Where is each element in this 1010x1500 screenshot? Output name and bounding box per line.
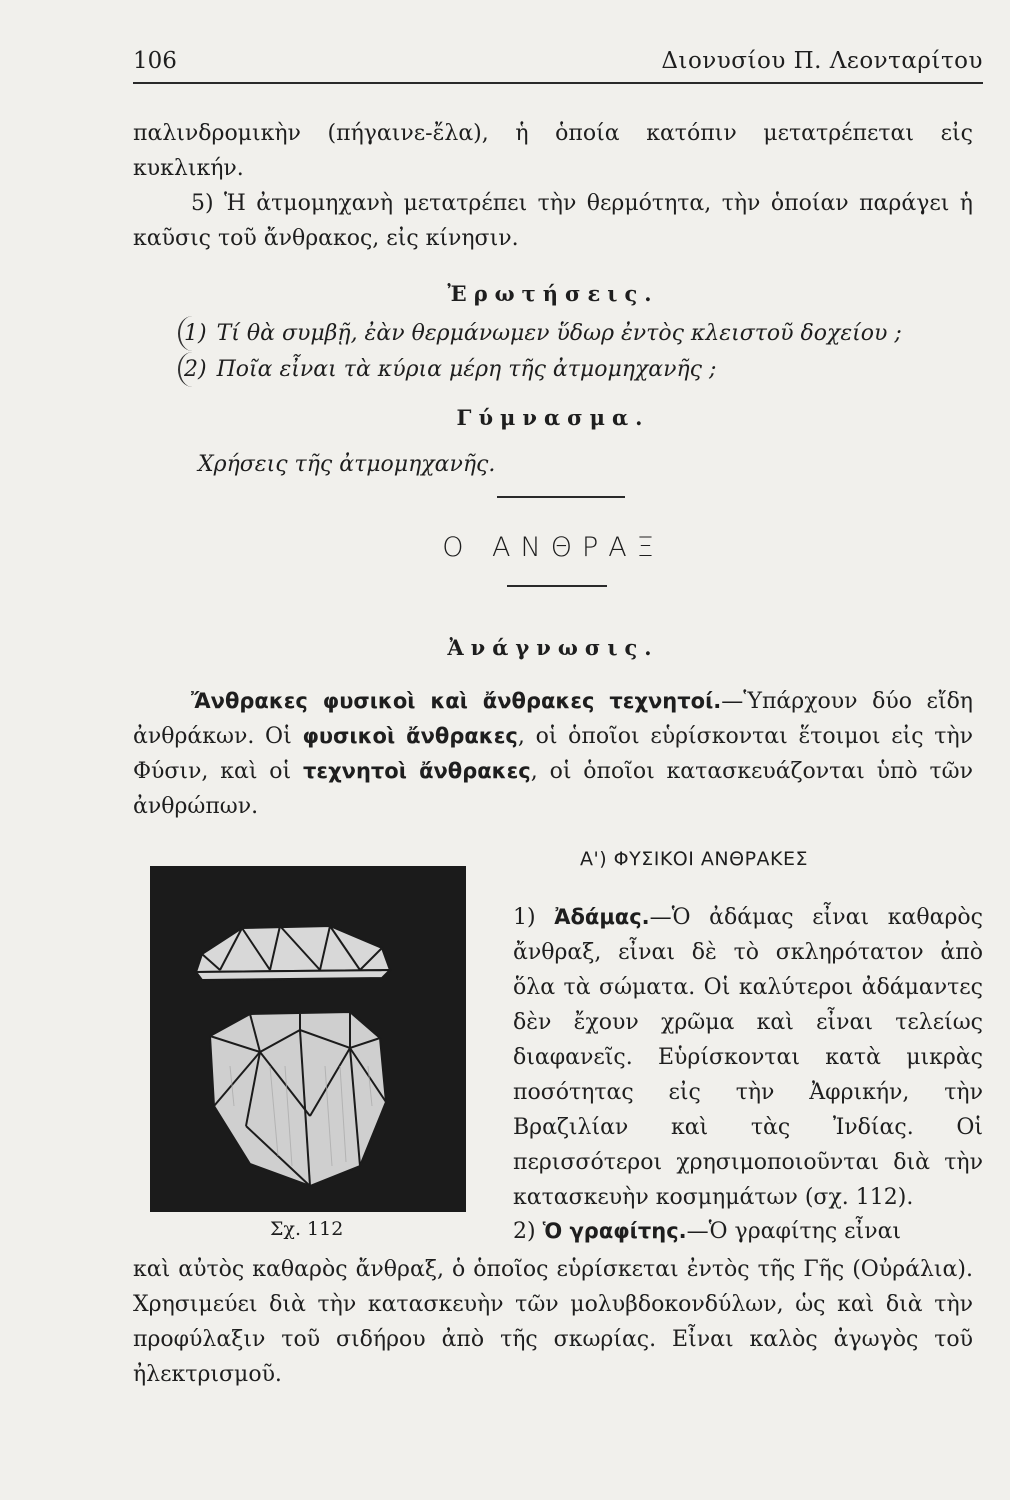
running-title: Διονυσίου Π. Λεονταρίτου bbox=[661, 48, 983, 74]
graphite-number: 2) bbox=[513, 1219, 543, 1244]
exercise-text: Χρήσεις τῆς ἀτμομηχανῆς. bbox=[198, 452, 496, 477]
intro-paragraph bbox=[133, 684, 973, 824]
intro-lead: Ἄνθρακες φυσικοὶ καὶ ἄνθρακες τεχνητοί. bbox=[191, 689, 722, 713]
intro-bold-1: φυσικοὶ ἄνθρακες bbox=[302, 724, 518, 748]
graphite-text-1: —Ὁ γραφίτης εἶναι bbox=[686, 1219, 902, 1244]
question-2 bbox=[178, 352, 978, 387]
reading-heading: Ἀνάγνωσις. bbox=[447, 635, 659, 660]
diamond-number: 1) bbox=[513, 905, 555, 930]
intro-text-3: , οἱ ὁποῖοι κατασκευάζονται ὑπὸ τῶν ἀνθρώπων. bbox=[133, 759, 973, 819]
question-1-text: Τί θὰ συμβῇ, ἐὰν θερμάνωμεν ὕδωρ ἐντὸς κλειστοῦ δοχείου ; bbox=[216, 321, 902, 346]
chapter-title: Ο ΑΝΘΡΑΞ bbox=[442, 532, 664, 563]
questions-heading: Ἐρωτήσεις. bbox=[447, 281, 659, 306]
intro-text-2: , οἱ ὁποῖοι εὑρίσκονται ἕτοιμοι εἰς τὴν Φύσιν, καὶ οἱ bbox=[133, 724, 973, 784]
title-underline bbox=[507, 585, 607, 587]
paragraph-1: παλινδρομικὴν (πήγαινε-ἔλα), ἡ ὁποία κατόπιν μετατρέπεται εἰς κυκλικήν. bbox=[133, 121, 973, 181]
diamond-figure bbox=[150, 866, 466, 1212]
page-number: 106 bbox=[133, 48, 177, 74]
question-1 bbox=[178, 316, 978, 351]
exercise-heading: Γύμνασμα. bbox=[456, 405, 650, 430]
section-a-heading: Α') ΦΥΣΙΚΟΙ ΑΝΘΡΑΚΕΣ bbox=[580, 848, 808, 870]
diamond-title: Ἀδάμας. bbox=[554, 905, 650, 929]
intro-bold-2: τεχνητοὶ ἄνθρακες bbox=[303, 759, 531, 783]
figure-caption: Σχ. 112 bbox=[270, 1218, 344, 1240]
graphite-paragraph: καὶ αὐτὸς καθαρὸς ἄνθραξ, ὁ ὁποῖος εὑρίσκεται ἐντὸς τῆς Γῆς (Οὐράλια). Χρησιμεύει διὰ τὴν κατασκευὴν τῶν μολυβδοκονδύλων, ὡς καὶ διὰ τὴν προφύλαξιν τοῦ σιδήρου ἀπὸ τῆς σκωρίας. Εἶναι καλὸς ἀγωγὸς τοῦ ἠλεκτρισμοῦ. bbox=[133, 1257, 973, 1387]
divider-rule bbox=[497, 496, 625, 498]
question-2-text: Ποῖα εἶναι τὰ κύρια μέρη τῆς ἀτμομηχανῆς ; bbox=[216, 357, 717, 382]
question-2-number: 2) bbox=[178, 352, 207, 387]
diamond-text: —Ὁ ἀδάμας εἶναι καθαρὸς ἄνθραξ, εἶναι δὲ τὸ σκληρότατον ἀπὸ ὅλα τὰ σώματα. Οἱ καλύτεροι ἀδάμαντες δὲν ἔχουν χρῶμα καὶ εἶναι τελείως διαφανεῖς. Εὑρίσκονται κατὰ μικρὰς ποσότητας εἰς τὴν Ἀφρικήν, τὴν Βραζιλίαν καὶ τὰς Ἰνδίας. Οἱ περισσότεροι χρησιμοποιοῦνται διὰ τὴν κατασκευὴν κοσμημάτων (σχ. 112). bbox=[513, 905, 983, 1210]
graphite-title: Ὁ γραφίτης. bbox=[542, 1219, 687, 1243]
diamond-illustration bbox=[150, 866, 466, 1212]
graphite-line-1 bbox=[513, 1214, 983, 1249]
diamond-paragraph bbox=[513, 900, 983, 1215]
page-header bbox=[133, 42, 983, 84]
question-1-number: 1) bbox=[178, 316, 207, 351]
intro-text-1: —Ὑπάρχουν δύο εἴδη ἀνθράκων. Οἱ bbox=[133, 689, 973, 749]
paragraph-2: 5) Ἡ ἀτμομηχανὴ μετατρέπει τὴν θερμότητα, τὴν ὁποίαν παράγει ἡ καῦσις τοῦ ἄνθρακος, εἰς κίνησιν. bbox=[133, 191, 973, 251]
